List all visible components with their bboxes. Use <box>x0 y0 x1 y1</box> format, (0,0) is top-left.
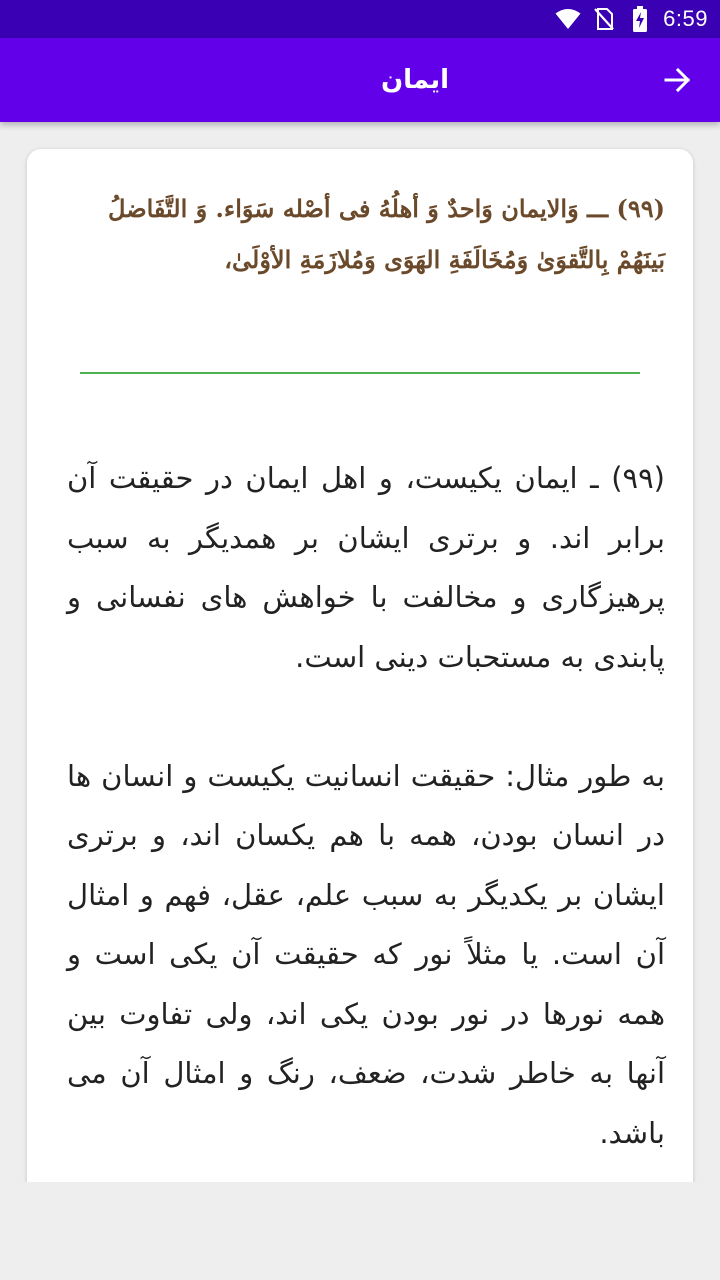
content-card <box>27 149 693 1189</box>
status-time: 6:59 <box>663 6 708 31</box>
arrow-icon[interactable] <box>662 64 694 96</box>
app-bar <box>0 38 720 122</box>
page-title: ایمان <box>380 65 450 95</box>
bottom-area <box>0 1182 720 1280</box>
battery-charging-icon <box>627 6 653 32</box>
divider <box>80 372 640 374</box>
persian-text: (۹۹) ـ ایمان یکیست، و اهل ایمان در حقیقت آن برابر اند. و برتری ایشان بر همدیگر به سبب پرهیزگاری و مخالفت با خواهش های نفسانی و پابندی به مستحبات دینی است. به طور مثال: حقیقت انسانیت یکیست و انسان ها در انسان بودن، همه با هم یکسان اند، و برتری ایشان بر یکدیگر به سبب علم، عقل، فهم و امثال آن است. یا مثلاً نور که حقیقت آن یکی است و همه نورها در نور بودن یکی اند، ولی تفاوت بین آنها به خاطر شدت، ضعف، رنگ و امثال آن می باشد. <box>67 461 665 1150</box>
no-sim-icon <box>591 6 617 32</box>
arabic-text: (۹۹) ـــ وَالایمان وَاحدٌ وَ أهلُهُ فی أصْله سَوَاء. وَ التَّفَاضلُ بَینَهُمْ بِالتَّقوَیٰ وَمُخَالَفَةِ الهَوَی وَمُلازَمَةِ الأوْلَیٰ، <box>108 194 665 274</box>
wifi-icon <box>555 6 581 32</box>
status-bar <box>0 0 720 38</box>
